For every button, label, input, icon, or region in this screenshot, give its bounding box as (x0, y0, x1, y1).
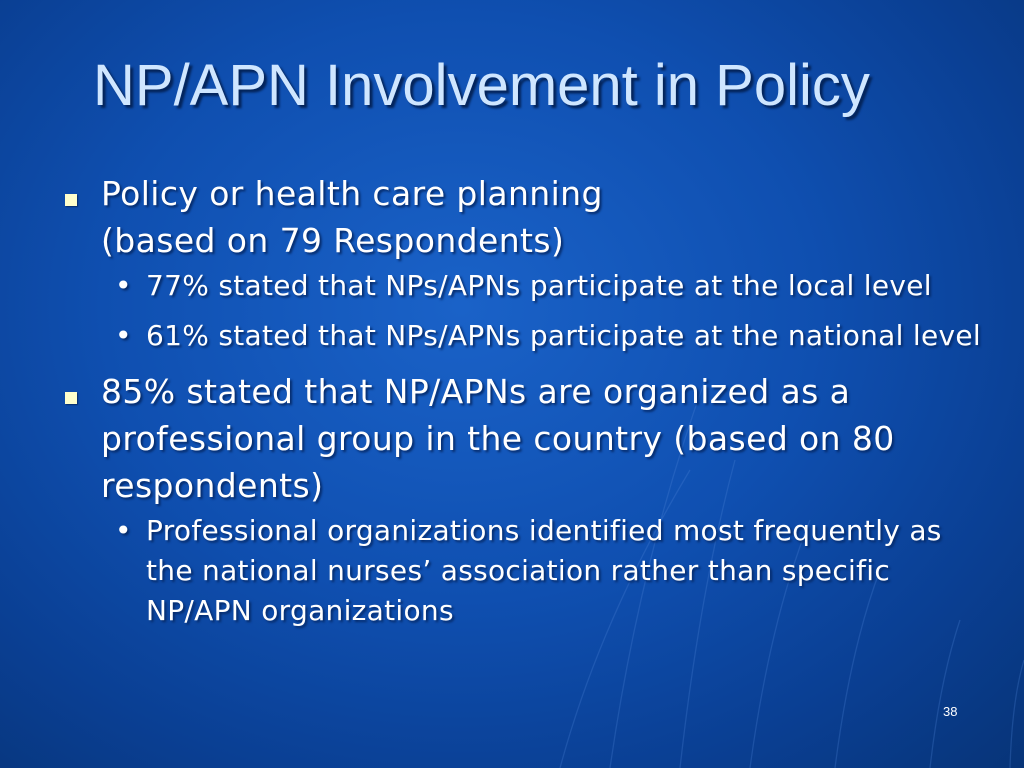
bullet-text-line2: (based on 79 Respondents) (101, 221, 565, 260)
dot-bullet-icon: • (115, 269, 132, 302)
slide-body (60, 170, 990, 631)
square-bullet-icon (65, 194, 77, 206)
square-bullet-icon (65, 392, 77, 404)
slide-title: NP/APN Involvement in Policy (93, 53, 870, 118)
sub-bullet-local-level (60, 266, 990, 306)
sub-bullet-professional-organizations (60, 511, 990, 631)
sub-bullet-text: Professional organizations identified most frequently as the national nurses’ association rather than specific NP/APN organizations (146, 514, 942, 627)
sub-bullet-text: 61% stated that NPs/APNs participate at the national level (146, 319, 981, 352)
bullet-text-line1: Policy or health care planning (101, 174, 603, 213)
bullet-text: 85% stated that NP/APNs are organized as a professional group in the country (based on 80 respondents) (101, 372, 895, 505)
slide-number: 38 (943, 704, 958, 719)
bullet-policy-planning (60, 170, 990, 264)
sub-bullet-text: 77% stated that NPs/APNs participate at the local level (146, 269, 932, 302)
sub-bullet-national-level (60, 316, 990, 356)
dot-bullet-icon: • (115, 514, 132, 547)
dot-bullet-icon: • (115, 319, 132, 352)
bullet-professional-group (60, 368, 990, 509)
